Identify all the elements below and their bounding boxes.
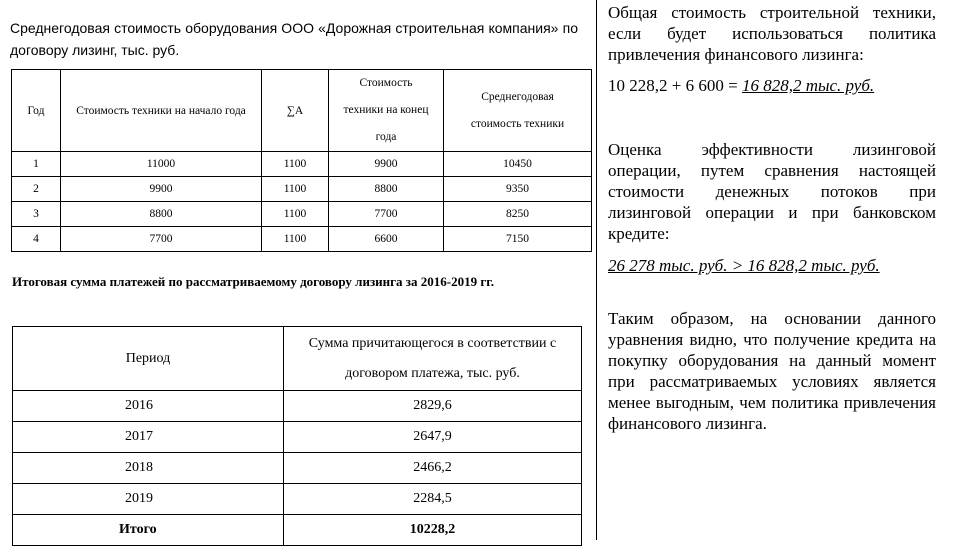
- table-row: [12, 202, 592, 227]
- col-end-value: [329, 70, 444, 152]
- cell-total-sum: 10228,2: [284, 515, 582, 546]
- cell-end: 7700: [329, 202, 444, 227]
- cell-start: 7700: [61, 227, 262, 252]
- formula-prefix: 10 228,2 + 6 600 =: [608, 76, 742, 95]
- cell-a: 1100: [262, 177, 329, 202]
- cell-sum: 2829,6: [284, 391, 582, 422]
- cell-a: 1100: [262, 152, 329, 177]
- cell-start: 11000: [61, 152, 262, 177]
- total-cost-text: Общая стоимость строительной техники, если будет использоваться политика привлечения финансового лизинга:: [608, 3, 936, 64]
- cell-avg: 9350: [444, 177, 592, 202]
- cell-year: 1: [12, 152, 61, 177]
- comparison-value: 26 278 тыс. руб. > 16 828,2 тыс. руб.: [608, 256, 880, 275]
- table-row: [13, 391, 582, 422]
- col-year: Год: [12, 70, 61, 152]
- cell-start: 8800: [61, 202, 262, 227]
- table-row: [13, 484, 582, 515]
- cell-avg: 10450: [444, 152, 592, 177]
- formula-result: 16 828,2 тыс. руб.: [741, 76, 875, 95]
- cell-period: 2016: [13, 391, 284, 422]
- total-cost-formula: [608, 75, 936, 96]
- table-header-row: [13, 327, 582, 391]
- col-start-value: Стоимость техники на начало года: [61, 70, 262, 152]
- conclusion-text: Таким образом, на основании данного уравнения видно, что получение кредита на покупку оборудования на данный момент при рассматриваемых условиях является менее выгодным, чем политика привлечения финансового лизинга.: [608, 309, 936, 433]
- cell-period: 2017: [13, 422, 284, 453]
- table-row: [12, 177, 592, 202]
- payments-title: Итоговая сумма платежей по рассматриваемому договору лизинга за 2016-2019 гг.: [12, 274, 494, 289]
- table-row: [13, 422, 582, 453]
- table-row: [12, 227, 592, 252]
- cell-sum: 2647,9: [284, 422, 582, 453]
- col-sum: [284, 327, 582, 391]
- cell-a: 1100: [262, 202, 329, 227]
- cell-year: 2: [12, 177, 61, 202]
- table-row: [13, 453, 582, 484]
- col-end-value-line1: Стоимость: [359, 77, 413, 89]
- col-sum-line1: Сумма причитающегося в соответствии с: [308, 335, 557, 351]
- cell-end: 8800: [329, 177, 444, 202]
- cell-end: 6600: [329, 227, 444, 252]
- conclusion-panel: [608, 2, 936, 434]
- avg-cost-table: [11, 69, 592, 252]
- payments-table: [12, 326, 582, 546]
- cell-period: 2019: [13, 484, 284, 515]
- col-avg-value: [444, 70, 592, 152]
- cell-period: 2018: [13, 453, 284, 484]
- cell-avg: 7150: [444, 227, 592, 252]
- col-period: Период: [13, 327, 284, 391]
- cell-total-label: Итого: [13, 515, 284, 546]
- cell-sum: 2466,2: [284, 453, 582, 484]
- total-row: [13, 515, 582, 546]
- cell-start: 9900: [61, 177, 262, 202]
- cell-year: 4: [12, 227, 61, 252]
- column-divider: [596, 0, 597, 540]
- col-sum-line2: договором платежа, тыс. руб.: [345, 365, 520, 381]
- table-header-row: [12, 70, 592, 152]
- col-avg-value-line1: Среднегодовая: [481, 90, 554, 103]
- col-end-value-line2: техники на конец: [343, 104, 429, 116]
- efficiency-text: Оценка эффективности лизинговой операции, путем сравнения настоящей стоимости денежных потоков при лизинговой операции и при банковском кредите:: [608, 140, 936, 243]
- col-end-value-line3: года: [375, 131, 397, 143]
- col-avg-value-line2: стоимость техники: [470, 117, 565, 130]
- cell-end: 9900: [329, 152, 444, 177]
- cell-year: 3: [12, 202, 61, 227]
- cell-avg: 8250: [444, 202, 592, 227]
- table-row: [12, 152, 592, 177]
- cell-a: 1100: [262, 227, 329, 252]
- comparison-result: [608, 255, 936, 276]
- col-sum-a: ∑А: [262, 70, 329, 152]
- cell-sum: 2284,5: [284, 484, 582, 515]
- equipment-cost-title: Среднегодовая стоимость оборудования ООО «Дорожная строительная компания» по договору лизинг, тыс. руб.: [10, 20, 578, 58]
